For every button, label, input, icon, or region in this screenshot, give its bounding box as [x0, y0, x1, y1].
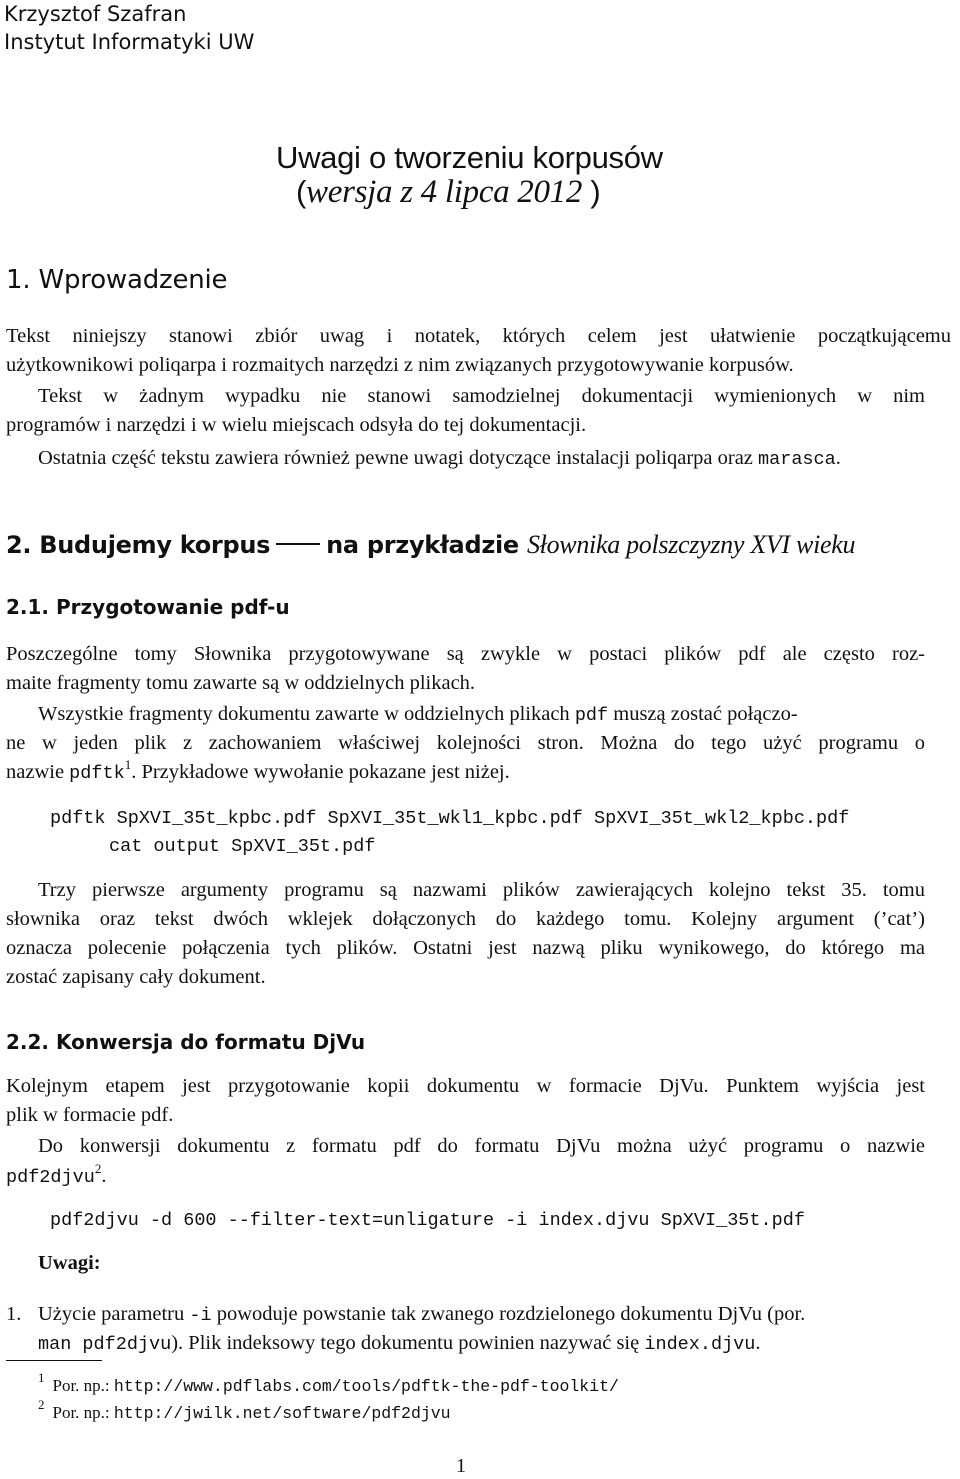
footnote-2-number: 2	[38, 1397, 45, 1412]
pdf2djvu-command: pdf2djvu -d 600 --filter-text=unligature -i index.djvu SpXVI_35t.pdf	[50, 1210, 805, 1231]
man-code: man pdf2djvu	[38, 1334, 172, 1355]
pdftk-code: pdftk	[69, 763, 125, 784]
institute-name: Instytut Informatyki UW	[4, 30, 255, 54]
section-2-2-heading: 2.2. Konwersja do formatu DjVu	[6, 1030, 366, 1054]
footnote-ref-1: 1	[124, 757, 132, 772]
param-i-code: -i	[189, 1305, 212, 1326]
note-item-1-number: 1.	[6, 1303, 22, 1325]
document-version: (wersja z 4 lipca 2012 )	[296, 174, 601, 210]
s21-p3-line1: Trzy pierwsze argumenty programu są nazwami plików zawierających kolejno tekst 35. tomu	[38, 879, 925, 901]
note-item-1-line2: man pdf2djvu). Plik indeksowy tego dokumentu powinien nazywać się index.djvu.	[38, 1332, 761, 1355]
s1-p3-line1: Ostatnia część tekstu zawiera również pewne uwagi dotyczące instalacji poliqarpa oraz marasca.	[38, 447, 841, 470]
s22-p1-line1: Kolejnym etapem jest przygotowanie kopii dokumentu w formacie DjVu. Punktem wyjścia jest	[6, 1075, 925, 1097]
footnote-1: $^1$ Por. np.: http://www.pdflabs.com/tools/pdftk-the-pdf-toolkit/	[38, 1370, 619, 1396]
s21-p2-line1: Wszystkie fragmenty dokumentu zawarte w oddzielnych plikach pdf muszą zostać połączo-	[38, 703, 798, 726]
notes-label: Uwagi:	[38, 1252, 101, 1274]
s1-p1-line1: Tekst niniejszy stanowi zbiór uwag i notatek, których celem jest ułatwienie początkującemu	[6, 325, 951, 347]
footnote-1-number: 1	[38, 1370, 45, 1385]
s21-p3-line2: słownika oraz tekst dwóch wklejek dołączonych do każdego tomu. Kolejny argument (’cat’)	[6, 908, 925, 930]
s21-p2-line3: nazwie pdftk$^1$. Przykładowe wywołanie pokazane jest niżej.	[6, 757, 510, 784]
s21-p1-line2: maite fragmenty tomu zawarte są w oddzielnych plikach.	[6, 672, 476, 694]
s1-p2-line1: Tekst w żadnym wypadku nie stanowi samodzielnej dokumentacji wymienionych w nim	[38, 385, 925, 407]
s22-p1-line2: plik w formacie pdf.	[6, 1104, 174, 1126]
s21-p1-line1: Poszczególne tomy Słownika przygotowywane są zwykle w postaci plików pdf ale często roz-	[6, 643, 925, 665]
footnote-1-link[interactable]: http://www.pdflabs.com/tools/pdftk-the-pdf-toolkit/	[113, 1377, 619, 1396]
pdf-code: pdf	[574, 705, 609, 726]
s1-p1-line2: użytkownikowi poliqarpa i rozmaitych narzędzi z nim związanych przygotowywanie korpusów.	[6, 354, 794, 376]
pdf2djvu-code: pdf2djvu	[6, 1167, 95, 1188]
version-text: wersja z 4 lipca 2012	[306, 174, 583, 210]
footnote-ref-2: 2	[94, 1161, 102, 1176]
note-item-1-line1: Użycie parametru -i powoduje powstanie tak zwanego rozdzielonego dokumentu DjVu (por.	[38, 1303, 806, 1326]
footnote-2-link[interactable]: http://jwilk.net/software/pdf2djvu	[113, 1404, 451, 1423]
s21-p3-line3: oznacza polecenie połączenia tych plików. Ostatni jest nazwą pliku wynikowego, do którego ma	[6, 937, 925, 959]
em-dash-rule	[276, 543, 320, 545]
dictionary-title: Słownika polszczyzny XVI wieku	[526, 530, 856, 559]
s22-p2-line1: Do konwersji dokumentu z formatu pdf do formatu DjVu można użyć programu o nazwie	[38, 1135, 925, 1157]
footnote-rule	[6, 1360, 102, 1361]
author-name: Krzysztof Szafran	[4, 2, 187, 26]
section-1-heading: 1. Wprowadzenie	[6, 265, 228, 295]
s22-p2-line2: pdf2djvu$^2$.	[6, 1161, 107, 1188]
document-title: Uwagi o tworzeniu korpusów	[276, 140, 663, 175]
section-2-heading: 2. Budujemy korpus na przykładzie Słownika polszczyzny XVI wieku	[6, 530, 856, 559]
footnote-2: $^2$ Por. np.: http://jwilk.net/software/pdf2djvu	[38, 1397, 451, 1423]
pdftk-command-line2: cat output SpXVI_35t.pdf	[109, 836, 376, 857]
s21-p3-line4: zostać zapisany cały dokument.	[6, 966, 266, 988]
s21-p2-line2: ne w jeden plik z zachowaniem właściwej kolejności stron. Można do tego użyć programu o	[6, 732, 925, 754]
page-number: 1	[456, 1455, 466, 1477]
index-djvu-code: index.djvu	[644, 1334, 756, 1355]
pdftk-command-line1: pdftk SpXVI_35t_kpbc.pdf SpXVI_35t_wkl1_kpbc.pdf SpXVI_35t_wkl2_kpbc.pdf	[50, 808, 850, 829]
marasca-code: marasca	[758, 449, 836, 470]
s1-p2-line2: programów i narzędzi i w wielu miejscach odsyła do tej dokumentacji.	[6, 414, 587, 436]
section-2-1-heading: 2.1. Przygotowanie pdf-u	[6, 595, 290, 619]
